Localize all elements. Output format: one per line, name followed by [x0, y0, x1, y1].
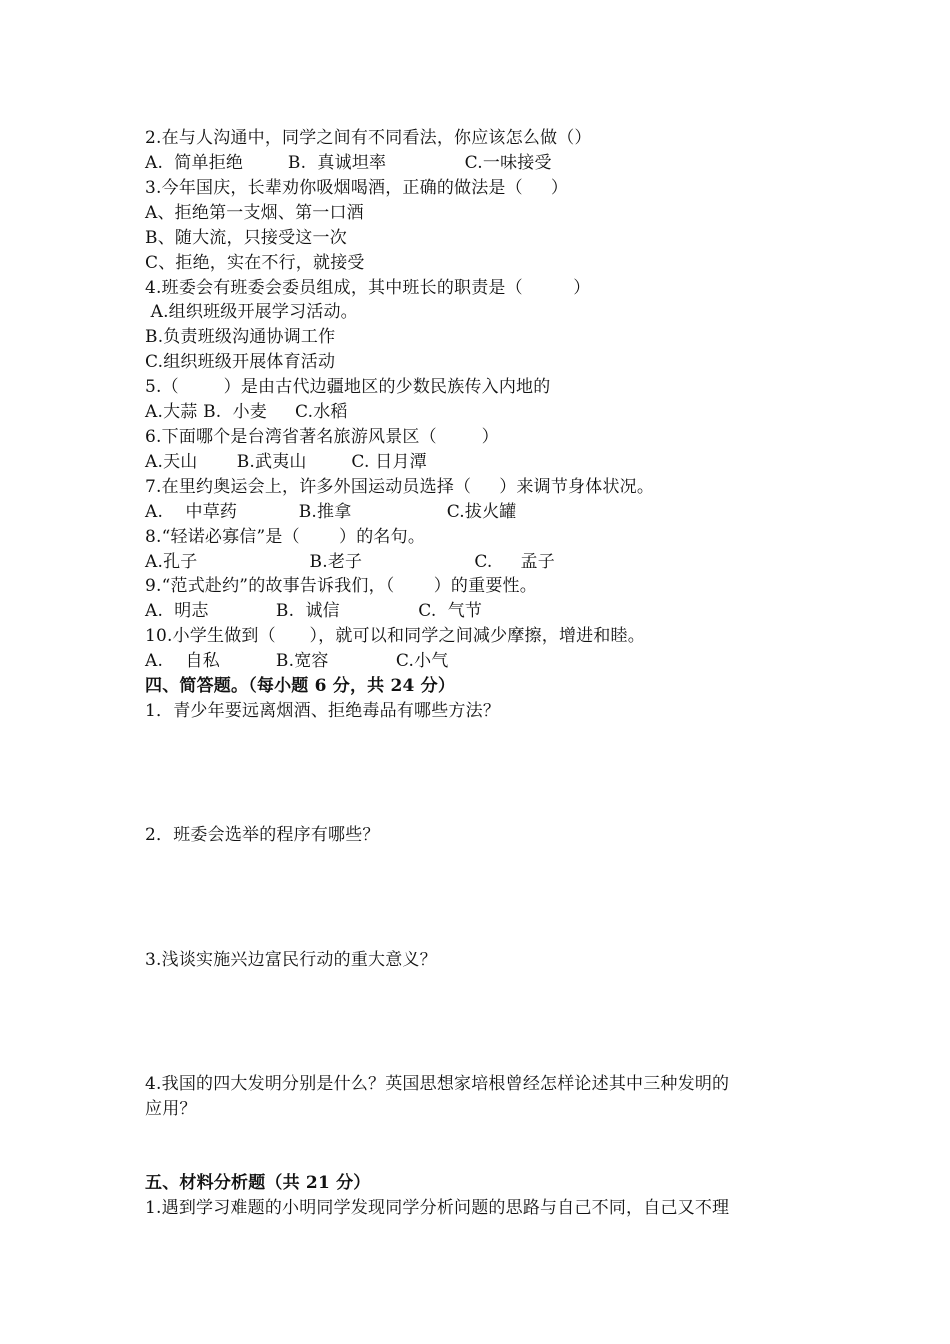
question-10: 10.小学生做到（ ），就可以和同学之间减少摩擦，增进和睦。: [145, 626, 645, 646]
question-7-options: A. 中草药 B.推拿 C.拔火罐: [145, 502, 517, 522]
short-answer-1: 1．青少年要远离烟酒、拒绝毒品有哪些方法？: [145, 701, 501, 721]
short-answer-4-line-1: 4.我国的四大发明分别是什么？英国思想家培根曾经怎样论述其中三种发明的: [145, 1074, 730, 1094]
section-4-heading: 四、简答题。（每小题 6 分，共 24 分）: [145, 676, 456, 696]
question-9: 9.“范式赴约”的故事告诉我们，（ ）的重要性。: [145, 576, 537, 596]
question-8: 8.“轻诺必寡信”是（ ）的名句。: [145, 527, 426, 547]
short-answer-4-line-2: 应用？: [145, 1099, 197, 1119]
question-6: 6.下面哪个是台湾省著名旅游风景区（ ）: [145, 427, 499, 447]
question-3-option-a: A、拒绝第一支烟、第一口酒: [145, 203, 364, 223]
question-4-option-a: A.组织班级开展学习活动。: [145, 302, 358, 322]
question-9-options: A. 明志 B. 诚信 C. 气节: [145, 601, 483, 621]
question-4-option-b: B.负责班级沟通协调工作: [145, 327, 336, 347]
question-4: 4.班委会有班委会委员组成，其中班长的职责是（ ）: [145, 278, 591, 298]
question-8-options: A.孔子 B.老子 C. 孟子: [145, 552, 555, 572]
question-6-options: A.天山 B.武夷山 C. 日月潭: [145, 452, 427, 472]
section-5-heading: 五、材料分析题（共 21 分）: [145, 1173, 371, 1193]
question-3: 3.今年国庆，长辈劝你吸烟喝酒，正确的做法是（ ）: [145, 178, 569, 198]
material-analysis-1: 1.遇到学习难题的小明同学发现同学分析问题的思路与自己不同，自己又不理: [145, 1198, 730, 1218]
short-answer-3: 3.浅谈实施兴边富民行动的重大意义？: [145, 950, 437, 970]
question-4-option-c: C.组织班级开展体育活动: [145, 352, 336, 372]
question-2-options: A. 简单拒绝 B. 真诚坦率 C.一味接受: [145, 153, 552, 173]
question-7: 7.在里约奥运会上，许多外国运动员选择（ ）来调节身体状况。: [145, 477, 655, 497]
question-5: 5.（ ）是由古代边疆地区的少数民族传入内地的: [145, 377, 551, 397]
question-2: 2.在与人沟通中，同学之间有不同看法，你应该怎么做（）: [145, 128, 592, 148]
short-answer-2: 2．班委会选举的程序有哪些？: [145, 825, 380, 845]
question-5-options: A.大蒜 B. 小麦 C.水稻: [145, 402, 348, 422]
question-3-option-c: C、拒绝，实在不行，就接受: [145, 253, 365, 273]
question-10-options: A. 自私 B.宽容 C.小气: [145, 651, 449, 671]
question-3-option-b: B、随大流，只接受这一次: [145, 228, 347, 248]
